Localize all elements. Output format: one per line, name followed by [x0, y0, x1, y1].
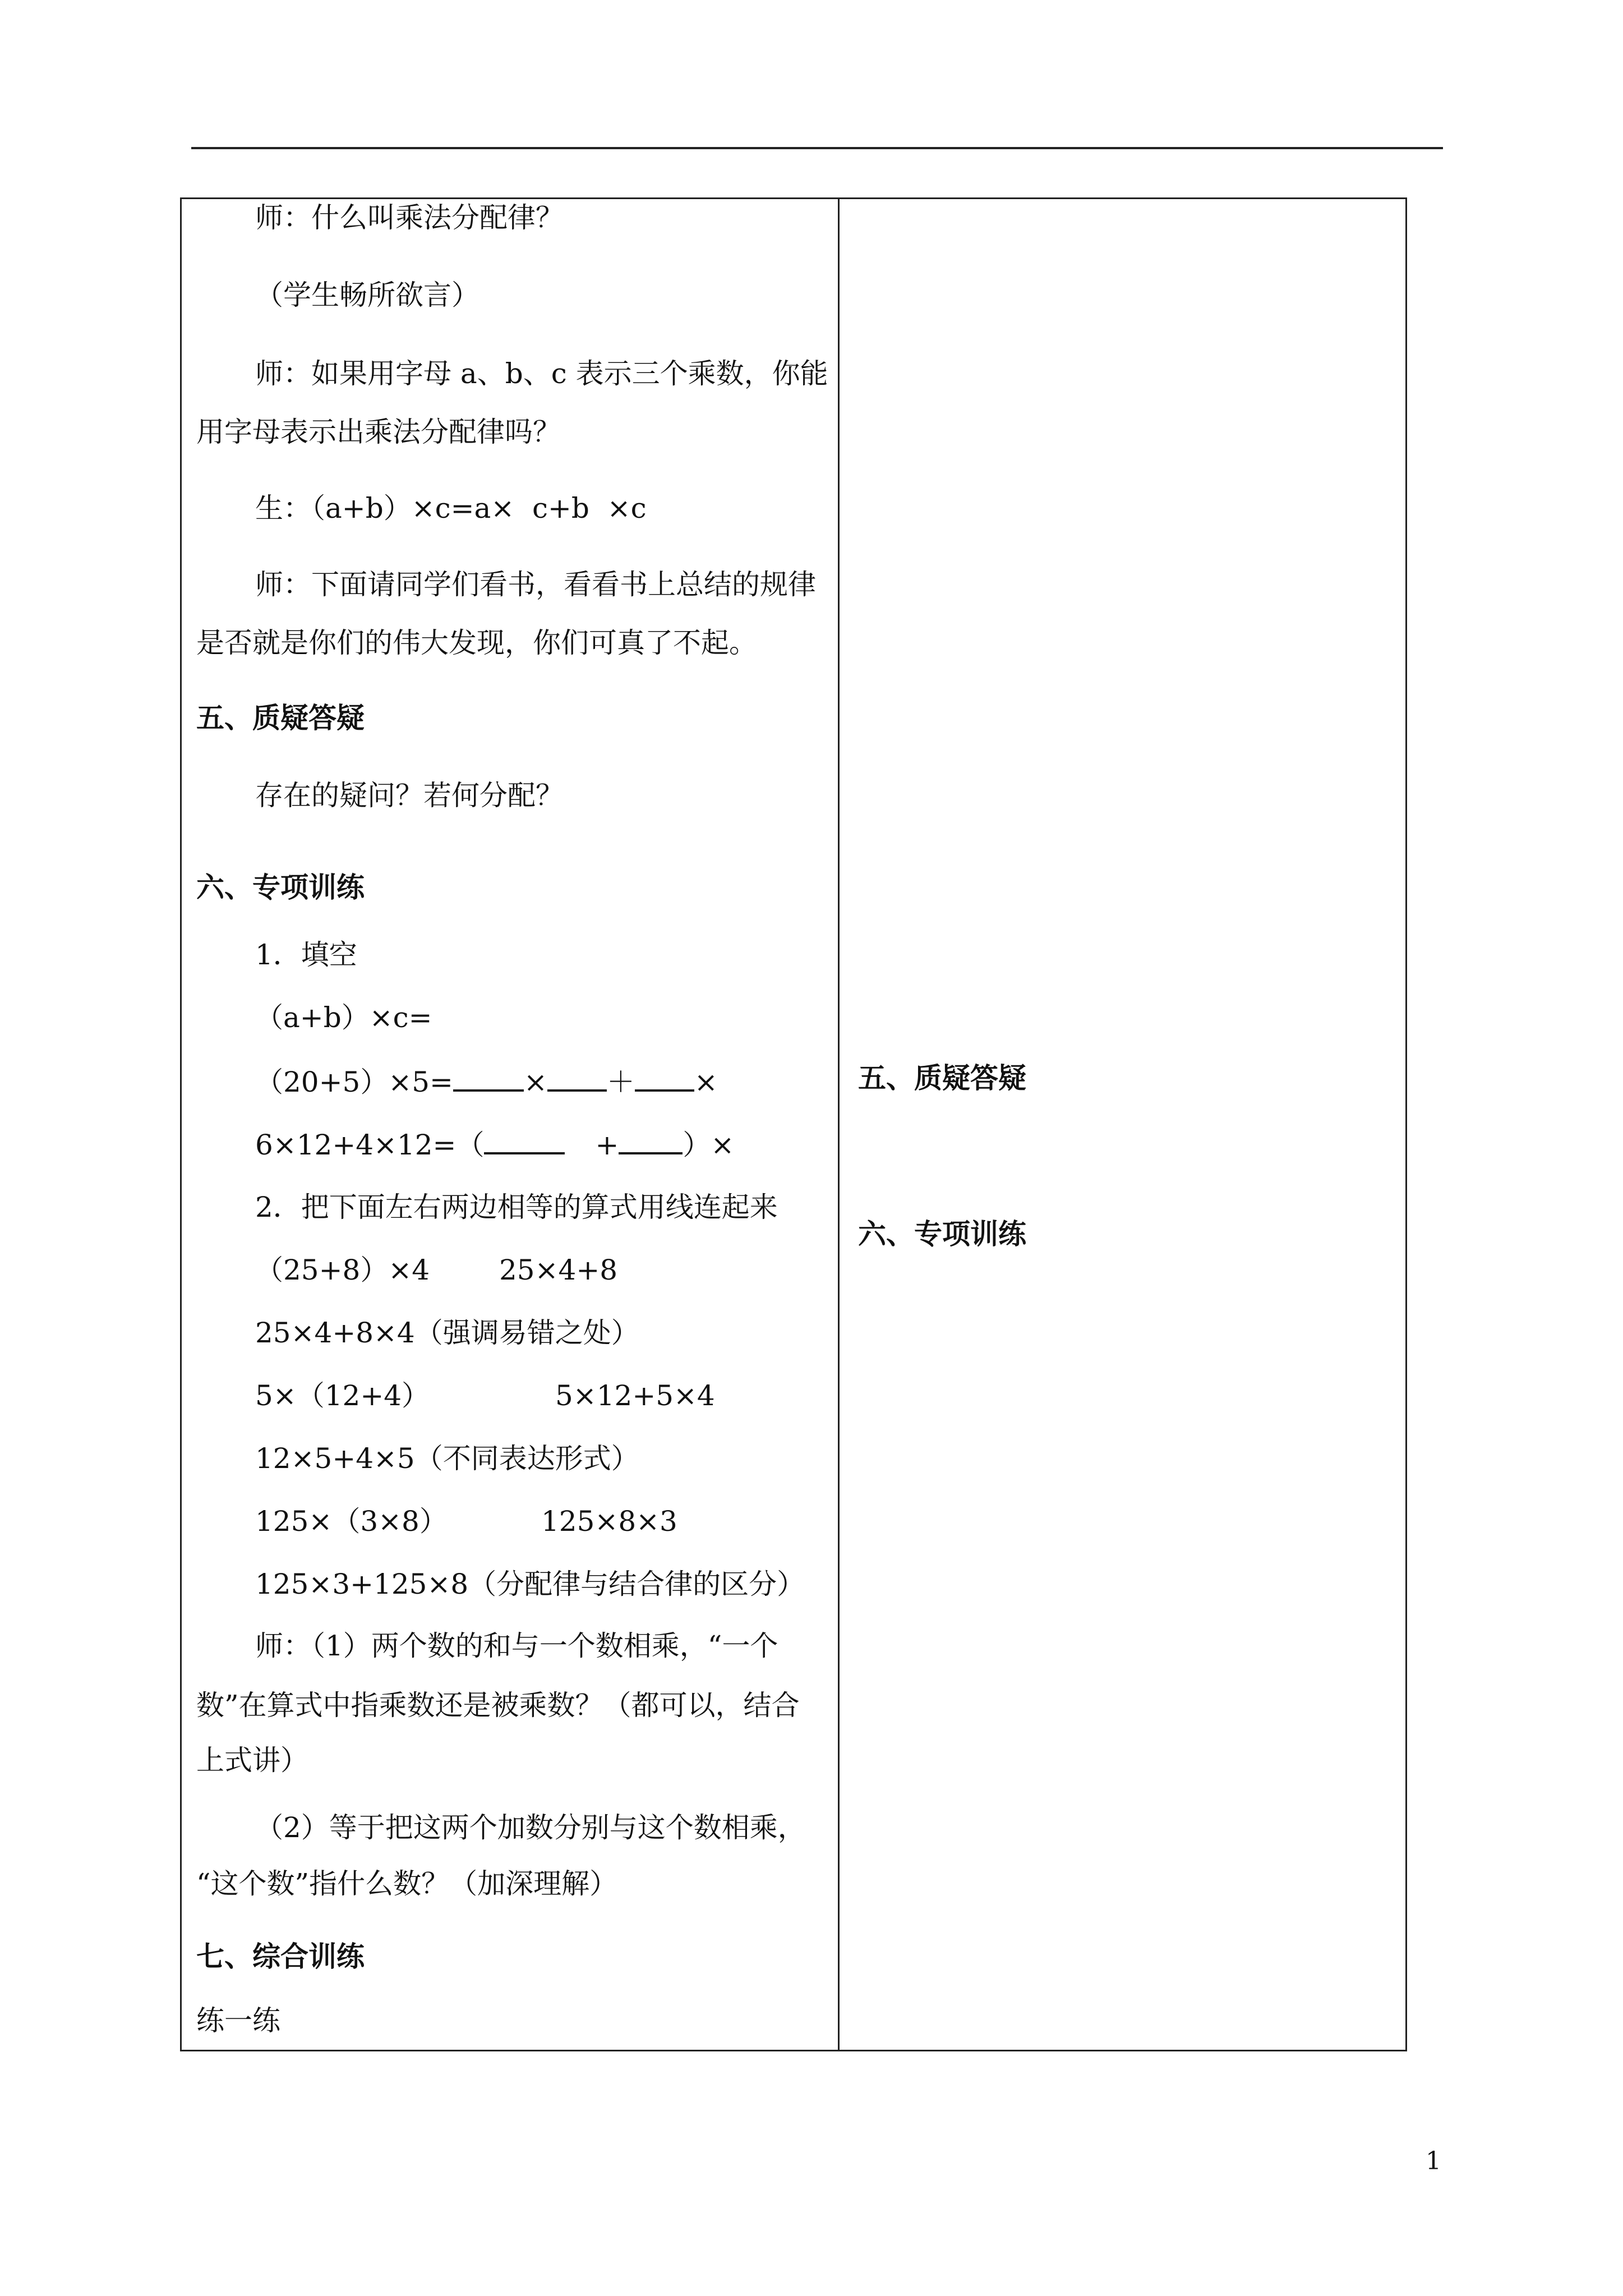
match-right: 125×8×3 — [541, 1505, 677, 1538]
expression-text: 6×12+4×12=（ — [255, 1129, 485, 1161]
dialogue-line: 数”在算式中指乘数还是被乘数？（都可以，结合 — [196, 1689, 800, 1722]
dialogue-line: “这个数”指什么数？（加深理解） — [196, 1867, 618, 1900]
exercise-title: 1．填空 — [255, 938, 357, 971]
section-heading: 六、专项训练 — [858, 1217, 1026, 1250]
dialogue-line: 师：如果用字母 a、b、c 表示三个乘数，你能 — [255, 357, 828, 390]
match-note: 125×3+125×8（分配律与结合律的区分） — [255, 1568, 805, 1600]
section-heading: 五、质疑答疑 — [858, 1061, 1026, 1094]
blank-line — [484, 1128, 565, 1154]
page-number: 1 — [1426, 2147, 1441, 2175]
section-heading: 六、专项训练 — [196, 871, 365, 904]
operator-text: × — [694, 1066, 718, 1098]
practice-line: 练一练 — [196, 2004, 280, 2037]
dialogue-line: （学生畅所欲言） — [255, 279, 479, 311]
section-heading: 七、综合训练 — [196, 1940, 365, 1973]
match-left: （25+8）×4 — [255, 1254, 430, 1286]
column-divider — [838, 197, 840, 2051]
table-frame — [180, 197, 1407, 2051]
operator-text: + — [595, 1129, 619, 1161]
formula-line: 生：（a+b）×c=a× c+b ×c — [255, 492, 647, 524]
dialogue-line: 用字母表示出乘法分配律吗？ — [196, 416, 561, 448]
blank-line — [547, 1065, 607, 1092]
operator-text: × — [523, 1066, 547, 1098]
match-right: 5×12+5×4 — [555, 1379, 715, 1412]
match-left: 5×（12+4） — [255, 1379, 430, 1412]
operator-text: ＋ — [606, 1066, 635, 1098]
dialogue-line: 师：（1）两个数的和与一个数相乘，“一个 — [255, 1630, 778, 1662]
section-heading: 五、质疑答疑 — [196, 701, 365, 734]
match-note: 12×5+4×5（不同表达形式） — [255, 1442, 639, 1475]
header-rule — [191, 147, 1443, 149]
exercise-title: 2．把下面左右两边相等的算式用线连起来 — [255, 1191, 778, 1223]
dialogue-line: 上式讲） — [196, 1744, 308, 1777]
fill-blank-line — [255, 1065, 718, 1099]
dialogue-line: 是否就是你们的伟大发现，你们可真了不起。 — [196, 627, 757, 659]
blank-line — [619, 1128, 683, 1154]
blank-line — [453, 1065, 524, 1092]
dialogue-line: 师：下面请同学们看书，看看书上总结的规律 — [255, 568, 816, 601]
blank-line — [635, 1065, 694, 1092]
match-note: 25×4+8×4（强调易错之处） — [255, 1317, 639, 1349]
exercise-line: （a+b）×c= — [255, 1001, 432, 1034]
fill-blank-line — [255, 1128, 734, 1162]
operator-text: ）× — [683, 1129, 735, 1161]
match-left: 125×（3×8） — [255, 1505, 448, 1538]
expression-text: （20+5）×5= — [255, 1066, 453, 1098]
question-line: 存在的疑问？若何分配？ — [255, 779, 564, 812]
match-right: 25×4+8 — [499, 1254, 618, 1286]
dialogue-line: （2）等于把这两个加数分别与这个数相乘， — [255, 1811, 806, 1844]
dialogue-line: 师：什么叫乘法分配律？ — [255, 201, 564, 234]
